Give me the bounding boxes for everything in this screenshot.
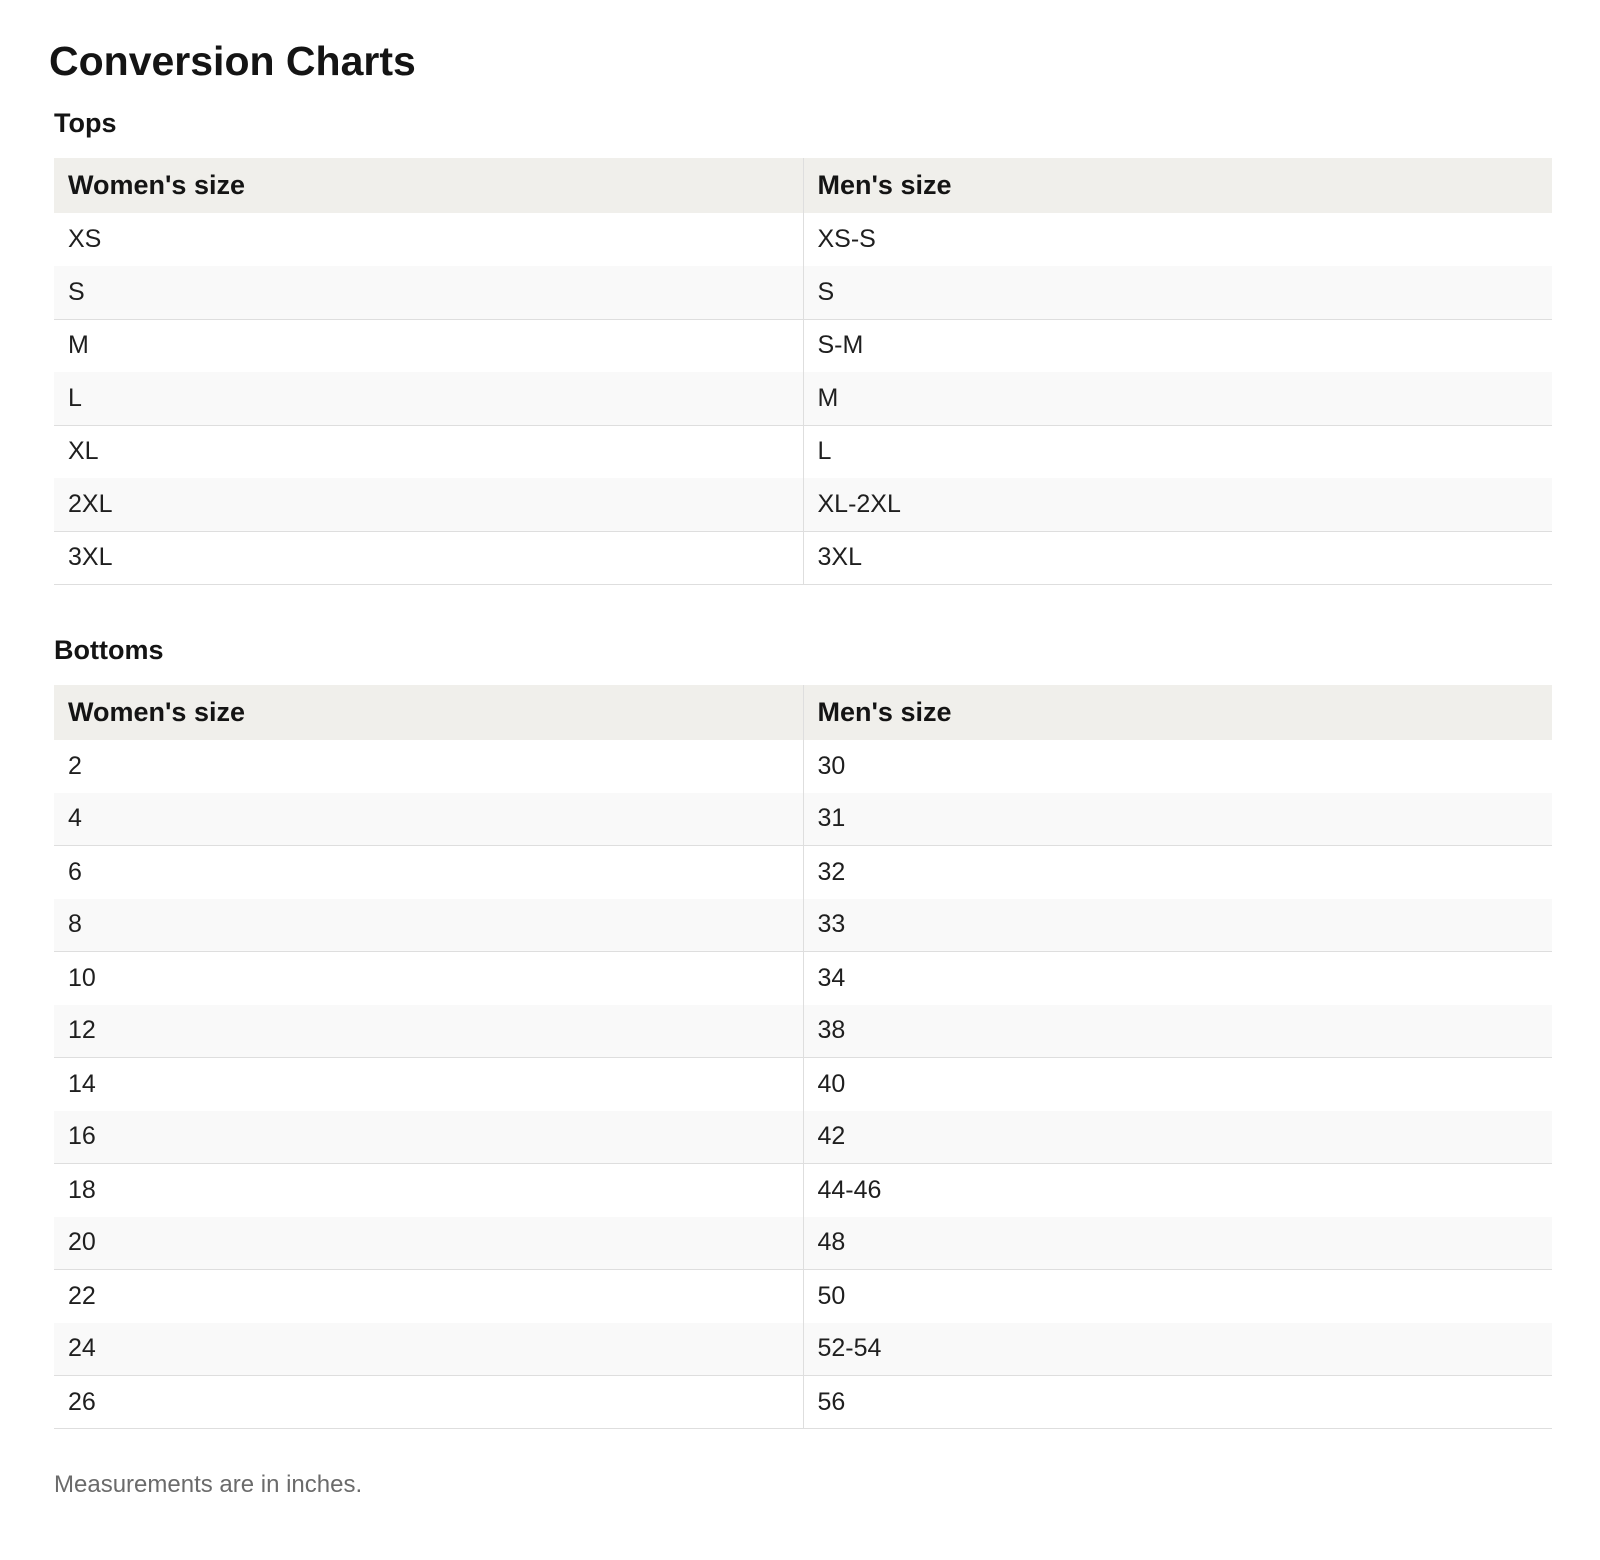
table-row <box>54 1376 1552 1429</box>
womens-size-cell: L <box>54 372 803 425</box>
mens-size-cell: 44-46 <box>803 1164 1552 1217</box>
table-row <box>54 213 1552 266</box>
column-header-mens-size: Men's size <box>803 685 1552 740</box>
bottoms-section-title: Bottoms <box>54 634 164 665</box>
womens-size-cell: 20 <box>54 1217 803 1270</box>
mens-size-cell: 30 <box>803 740 1552 793</box>
mens-size-cell: M <box>803 372 1552 425</box>
tops-table-body <box>54 213 1552 584</box>
table-row <box>54 952 1552 1005</box>
mens-size-cell: 56 <box>803 1376 1552 1429</box>
mens-size-cell: 31 <box>803 793 1552 846</box>
column-header-womens-size: Women's size <box>54 685 803 740</box>
womens-size-cell: 4 <box>54 793 803 846</box>
header-row <box>54 158 1552 213</box>
mens-size-cell: 50 <box>803 1270 1552 1323</box>
table-row <box>54 319 1552 372</box>
womens-size-cell: XL <box>54 425 803 478</box>
womens-size-cell: XS <box>54 213 803 266</box>
table-row <box>54 1164 1552 1217</box>
mens-size-cell: 48 <box>803 1217 1552 1270</box>
mens-size-cell: 52-54 <box>803 1323 1552 1376</box>
table-row <box>54 899 1552 952</box>
column-header-mens-size: Men's size <box>803 158 1552 213</box>
table-row <box>54 1005 1552 1058</box>
mens-size-cell: S-M <box>803 319 1552 372</box>
tops-section <box>54 106 1552 585</box>
womens-size-cell: S <box>54 266 803 319</box>
mens-size-cell: 34 <box>803 952 1552 1005</box>
bottoms-section <box>54 633 1552 1430</box>
table-row <box>54 1111 1552 1164</box>
womens-size-cell: 22 <box>54 1270 803 1323</box>
measurement-footnote: Measurements are in inches. <box>54 1471 363 1498</box>
womens-size-cell: 24 <box>54 1323 803 1376</box>
womens-size-cell: M <box>54 319 803 372</box>
mens-size-cell: 40 <box>803 1058 1552 1111</box>
womens-size-cell: 2 <box>54 740 803 793</box>
tops-size-table <box>54 158 1552 585</box>
womens-size-cell: 10 <box>54 952 803 1005</box>
womens-size-cell: 18 <box>54 1164 803 1217</box>
womens-size-cell: 26 <box>54 1376 803 1429</box>
mens-size-cell: XS-S <box>803 213 1552 266</box>
womens-size-cell: 3XL <box>54 531 803 584</box>
bottoms-table-header <box>54 685 1552 740</box>
mens-size-cell: 33 <box>803 899 1552 952</box>
table-row <box>54 846 1552 899</box>
header-row <box>54 685 1552 740</box>
table-row <box>54 478 1552 531</box>
mens-size-cell: 42 <box>803 1111 1552 1164</box>
table-row <box>54 740 1552 793</box>
table-row <box>54 1323 1552 1376</box>
mens-size-cell: L <box>803 425 1552 478</box>
mens-size-cell: 3XL <box>803 531 1552 584</box>
womens-size-cell: 6 <box>54 846 803 899</box>
table-row <box>54 793 1552 846</box>
mens-size-cell: XL-2XL <box>803 478 1552 531</box>
mens-size-cell: 32 <box>803 846 1552 899</box>
womens-size-cell: 16 <box>54 1111 803 1164</box>
table-row <box>54 531 1552 584</box>
table-row <box>54 1217 1552 1270</box>
column-header-womens-size: Women's size <box>54 158 803 213</box>
womens-size-cell: 12 <box>54 1005 803 1058</box>
tops-section-title: Tops <box>54 108 117 138</box>
womens-size-cell: 14 <box>54 1058 803 1111</box>
table-row <box>54 266 1552 319</box>
womens-size-cell: 2XL <box>54 478 803 531</box>
tops-table-header <box>54 158 1552 213</box>
bottoms-table-body <box>54 740 1552 1429</box>
mens-size-cell: 38 <box>803 1005 1552 1058</box>
bottoms-size-table <box>54 685 1552 1430</box>
table-row <box>54 1058 1552 1111</box>
womens-size-cell: 8 <box>54 899 803 952</box>
page-title: Conversion Charts <box>49 38 416 84</box>
table-row <box>54 1270 1552 1323</box>
mens-size-cell: S <box>803 266 1552 319</box>
table-row <box>54 425 1552 478</box>
table-row <box>54 372 1552 425</box>
